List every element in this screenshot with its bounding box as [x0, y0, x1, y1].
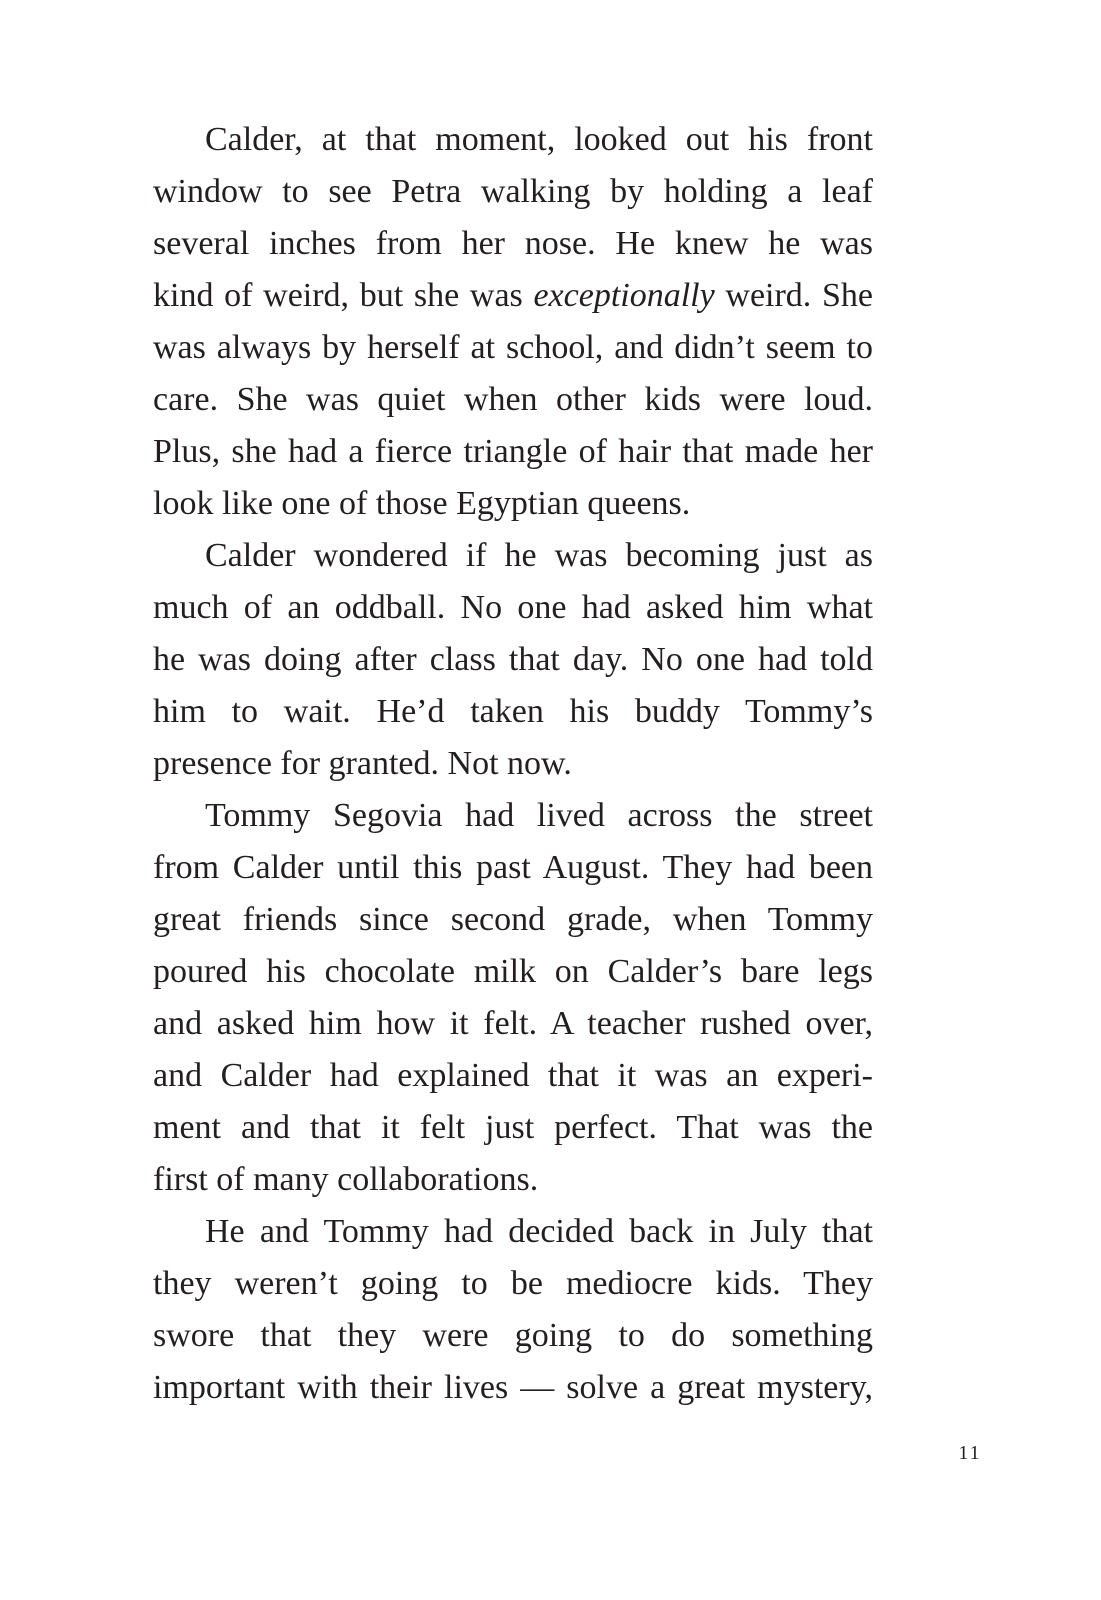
text-line [153, 270, 873, 322]
emphasized-word: exceptionally [533, 277, 715, 314]
text-line: look like one of those Egyptian queens. [153, 485, 691, 522]
text-segment: kind of weird, but she was [153, 277, 534, 314]
text-line: He and Tommy had decided back in July that [205, 1213, 873, 1250]
text-line: important with their lives — solve a great mystery, [153, 1369, 873, 1406]
body-text [153, 114, 873, 1414]
text-line: was always by herself at school, and didn’t seem to [153, 329, 873, 366]
text-line: they weren’t going to be mediocre kids. They [153, 1265, 873, 1302]
text-line: Plus, she had a fierce triangle of hair that made her [153, 433, 873, 470]
text-line: first of many collaborations. [153, 1161, 539, 1198]
text-line: Tommy Segovia had lived across the street [205, 797, 873, 834]
text-line: much of an oddball. No one had asked him what [153, 589, 873, 626]
text-line: poured his chocolate milk on Calder’s bare legs [153, 953, 873, 990]
text-line: presence for granted. Not now. [153, 745, 572, 782]
text-line: Calder, at that moment, looked out his front [205, 121, 873, 158]
text-line: window to see Petra walking by holding a leaf [153, 173, 873, 210]
page-number: 11 [958, 1442, 982, 1464]
text-line: great friends since second grade, when Tommy [153, 901, 873, 938]
text-line: ment and that it felt just perfect. That was the [153, 1109, 873, 1146]
text-line: several inches from her nose. He knew he was [153, 225, 873, 262]
text-line: and Calder had explained that it was an experi- [153, 1057, 873, 1094]
text-line: care. She was quiet when other kids were loud. [153, 381, 873, 418]
text-line: Calder wondered if he was becoming just as [205, 537, 873, 574]
text-segment: weird. She [714, 277, 873, 314]
text-line: him to wait. He’d taken his buddy Tommy’s [153, 693, 873, 730]
text-line: from Calder until this past August. They had been [153, 849, 873, 886]
text-line: and asked him how it felt. A teacher rushed over, [153, 1005, 873, 1042]
text-line: swore that they were going to do something [153, 1317, 873, 1354]
text-line: he was doing after class that day. No one had told [153, 641, 873, 678]
